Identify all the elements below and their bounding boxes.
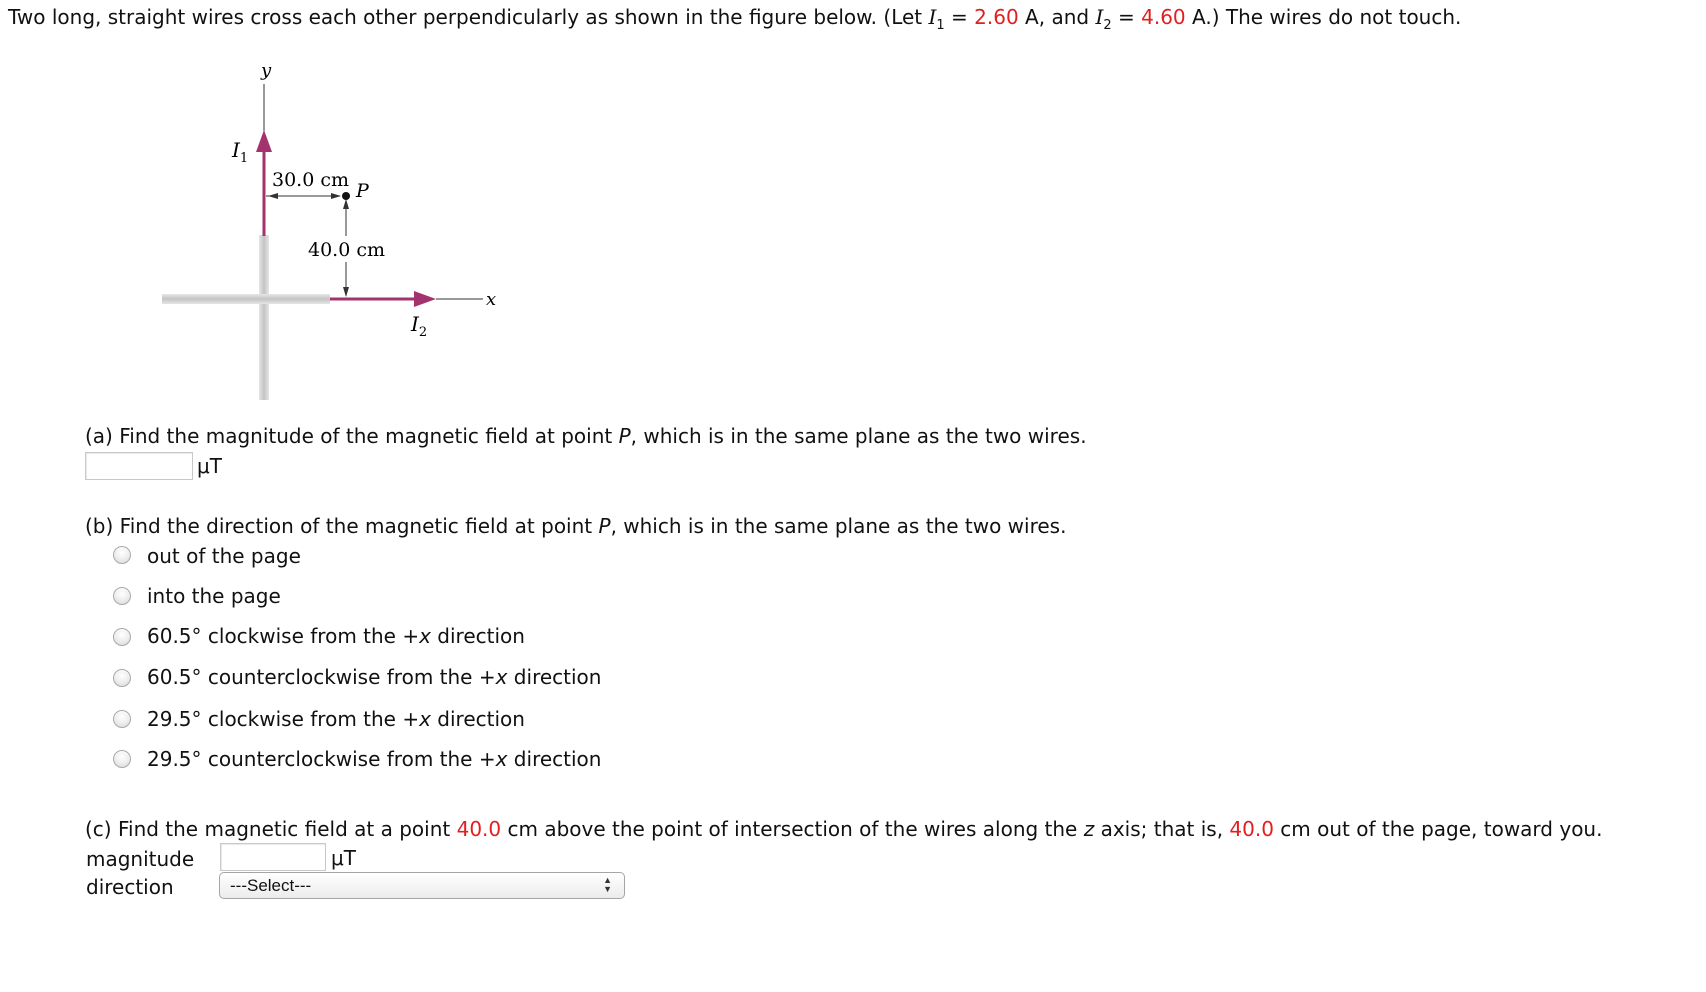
point-p-label: P: [356, 180, 369, 202]
option-into-page-radio[interactable]: [113, 587, 131, 605]
i1-arrow: [256, 130, 272, 152]
option-60-5-ccw-label[interactable]: 60.5° counterclockwise from the +x direction: [147, 665, 602, 689]
magnitude-label: magnitude: [86, 847, 195, 871]
option-60-5-ccw-radio[interactable]: [113, 669, 131, 687]
part-c-question: (c) Find the magnetic field at a point 40.0 cm above the point of intersection of the wires along the z axis; that is, 40.0 cm out of the page, toward you.: [85, 817, 1603, 841]
intro-text: Two long, straight wires cross each other perpendicularly as shown in the figure below. (Let $I_1 = 2.60$ A, and $I_2 = 4.60$ A.) The wires do not touch.: [8, 5, 1462, 33]
x-axis-label: x: [486, 289, 497, 310]
wires-figure: [0, 0, 560, 420]
direction-select-value: ---Select---: [230, 876, 312, 895]
point-p: [342, 192, 350, 200]
part-c-magnitude-input[interactable]: [220, 843, 326, 871]
wire-1-gray: [259, 235, 269, 400]
i1-value: 2.60: [974, 5, 1019, 29]
option-out-of-page-label[interactable]: out of the page: [147, 544, 301, 568]
wire-2-gray: [162, 294, 330, 304]
part-c-unit: μT: [331, 846, 356, 870]
part-a-unit: μT: [197, 454, 222, 478]
part-a-answer-input[interactable]: [85, 452, 193, 480]
i2-arrow: [414, 291, 436, 307]
option-60-5-cw-label[interactable]: 60.5° clockwise from the +x direction: [147, 624, 525, 648]
dim-vertical-label: 40.0 cm: [308, 239, 386, 261]
option-29-5-cw-radio[interactable]: [113, 710, 131, 728]
part-b-question: (b) Find the direction of the magnetic field at point P, which is in the same plane as the two wires.: [85, 514, 1067, 538]
dim-horizontal-label: 30.0 cm: [272, 169, 350, 191]
part-a-question: (a) Find the magnitude of the magnetic field at point P, which is in the same plane as the two wires.: [85, 424, 1087, 448]
direction-select[interactable]: [219, 872, 625, 899]
option-out-of-page-radio[interactable]: [113, 546, 131, 564]
y-axis-label: y: [261, 60, 272, 81]
option-29-5-cw-label[interactable]: 29.5° clockwise from the +x direction: [147, 707, 525, 731]
option-into-page-label[interactable]: into the page: [147, 584, 281, 608]
select-arrows-icon: ▲ ▼: [603, 875, 612, 894]
option-29-5-ccw-radio[interactable]: [113, 750, 131, 768]
option-60-5-cw-radio[interactable]: [113, 628, 131, 646]
i2-value: 4.60: [1141, 5, 1186, 29]
direction-label: direction: [86, 875, 174, 899]
option-29-5-ccw-label[interactable]: 29.5° counterclockwise from the +x direction: [147, 747, 602, 771]
i1-label: $I_1$: [232, 138, 249, 166]
i2-label: $I_2$: [411, 312, 428, 340]
